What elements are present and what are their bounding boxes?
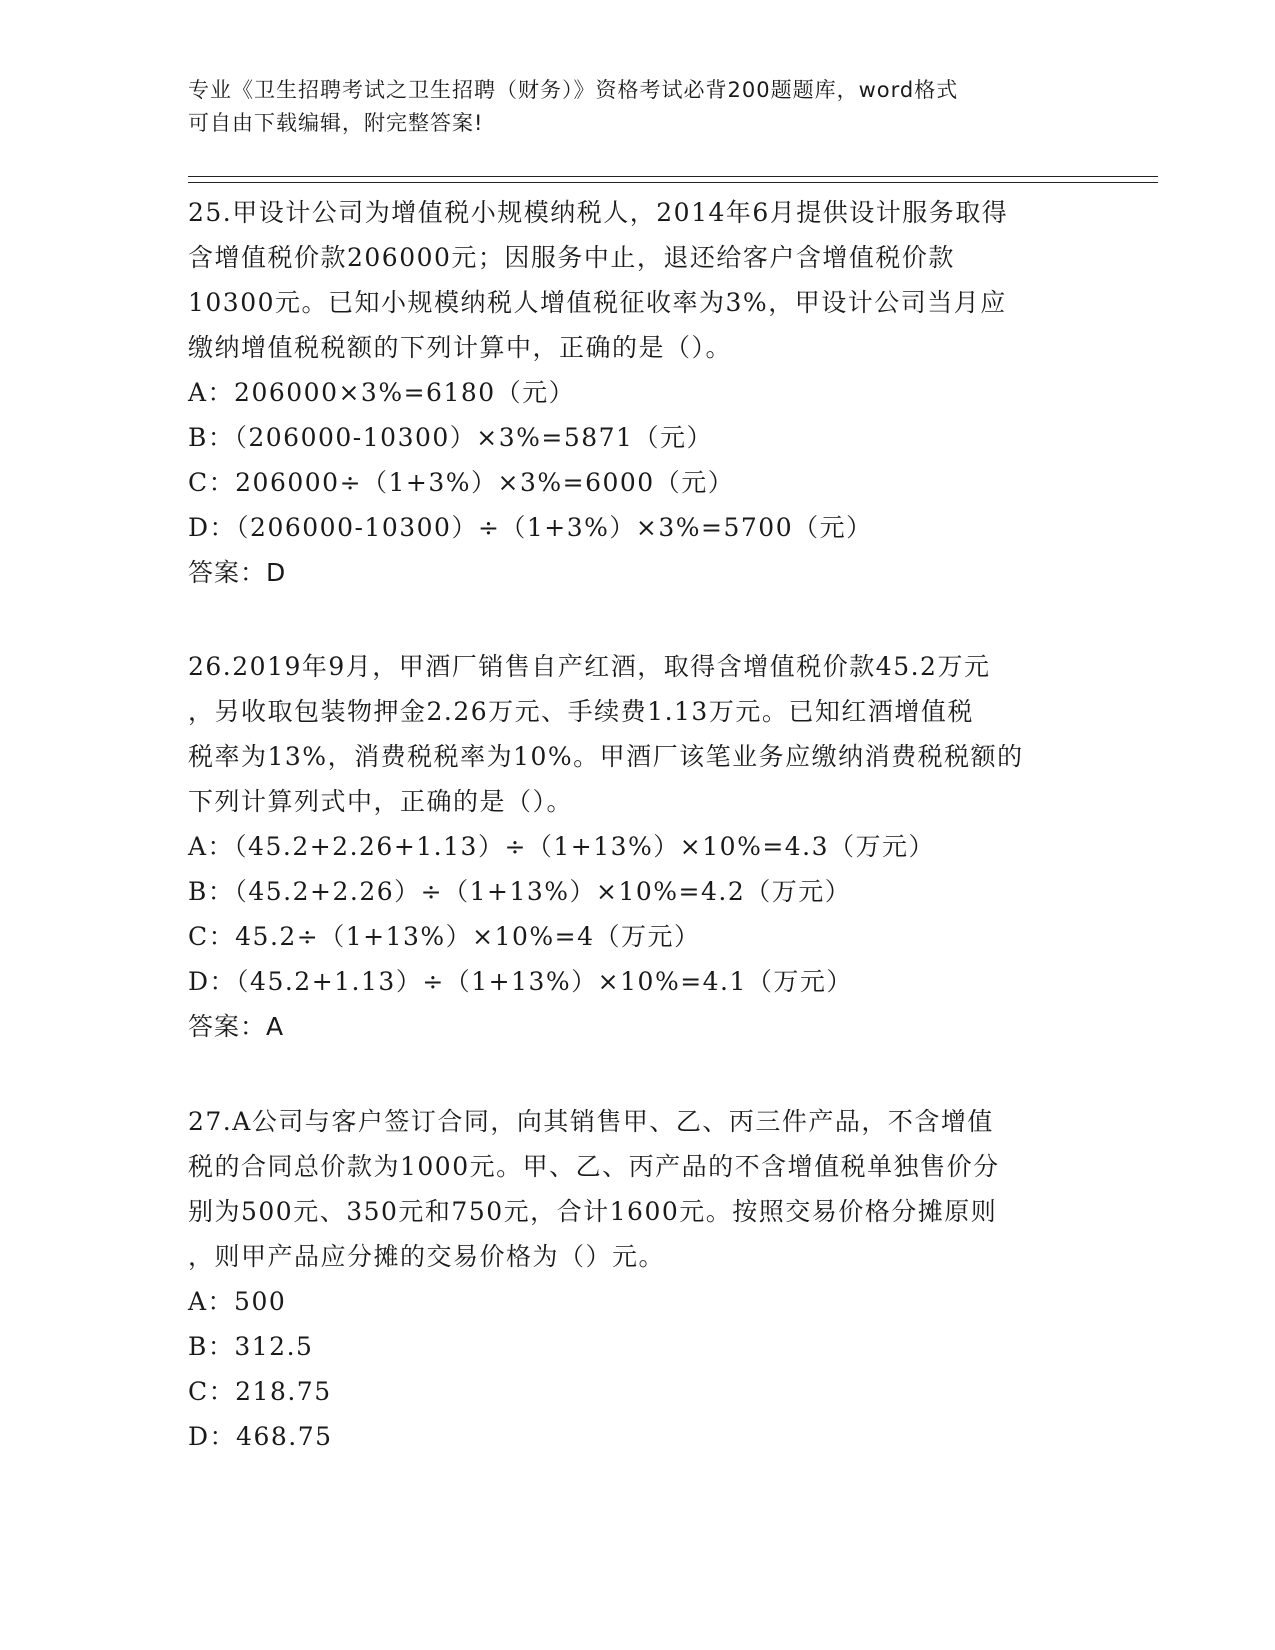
stem-line: 下列计算列式中，正确的是（）。 — [188, 787, 574, 816]
stem-line: 税的合同总价款为1000元。甲、乙、丙产品的不含增值税单独售价分 — [188, 1152, 1000, 1181]
option-d: D：（206000-10300）÷（1+3%）×3%=5700（元） — [188, 513, 873, 542]
stem-line: 含增值税价款206000元；因服务中止，退还给客户含增值税价款 — [188, 243, 955, 272]
header-divider-top — [188, 176, 1158, 177]
document-header — [188, 74, 1088, 140]
question-27 — [188, 1099, 1088, 1459]
stem-line: 10300元。已知小规模纳税人增值税征收率为3%，甲设计公司当月应 — [188, 288, 1007, 317]
header-line-2: 可自由下载编辑，附完整答案! — [188, 111, 484, 135]
question-stem — [188, 1099, 1088, 1279]
option-d: D：（45.2+1.13）÷（1+13%）×10%=4.1（万元） — [188, 967, 853, 996]
option-a: A：500 — [188, 1287, 287, 1316]
question-stem — [188, 644, 1088, 824]
option-b: B：312.5 — [188, 1332, 314, 1361]
option-b: B：（45.2+2.26）÷（1+13%）×10%=4.2（万元） — [188, 877, 852, 906]
stem-line: ，另收取包装物押金2.26万元、手续费1.13万元。已知红酒增值税 — [188, 697, 974, 726]
question-26 — [188, 644, 1088, 1049]
option-c: C：45.2÷（1+13%）×10%=4（万元） — [188, 922, 701, 951]
option-c: C：206000÷（1+3%）×3%=6000（元） — [188, 468, 735, 497]
stem-line: 26.2019年9月，甲酒厂销售自产红酒，取得含增值税价款45.2万元 — [188, 652, 991, 681]
option-a: A：（45.2+2.26+1.13）÷（1+13%）×10%=4.3（万元） — [188, 832, 936, 861]
stem-line: 缴纳增值税税额的下列计算中，正确的是（）。 — [188, 333, 733, 362]
answer-line: 答案：A — [188, 1012, 285, 1041]
header-line-1: 专业《卫生招聘考试之卫生招聘（财务）》资格考试必背200题题库，word格式 — [188, 78, 959, 102]
option-a: A：206000×3%=6180（元） — [188, 378, 576, 407]
stem-line: 税率为13%，消费税税率为10%。甲酒厂该笔业务应缴纳消费税税额的 — [188, 742, 1024, 771]
header-divider-bottom — [188, 182, 1158, 183]
option-c: C：218.75 — [188, 1377, 332, 1406]
question-stem — [188, 190, 1088, 370]
stem-line: 25.甲设计公司为增值税小规模纳税人，2014年6月提供设计服务取得 — [188, 198, 1009, 227]
stem-line: ，则甲产品应分摊的交易价格为（）元。 — [188, 1242, 666, 1271]
stem-line: 27.A公司与客户签订合同，向其销售甲、乙、丙三件产品，不含增值 — [188, 1107, 994, 1136]
question-25 — [188, 190, 1088, 595]
option-b: B：（206000-10300）×3%=5871（元） — [188, 423, 713, 452]
stem-line: 别为500元、350元和750元，合计1600元。按照交易价格分摊原则 — [188, 1197, 998, 1226]
option-d: D：468.75 — [188, 1422, 333, 1451]
answer-line: 答案：D — [188, 558, 287, 587]
